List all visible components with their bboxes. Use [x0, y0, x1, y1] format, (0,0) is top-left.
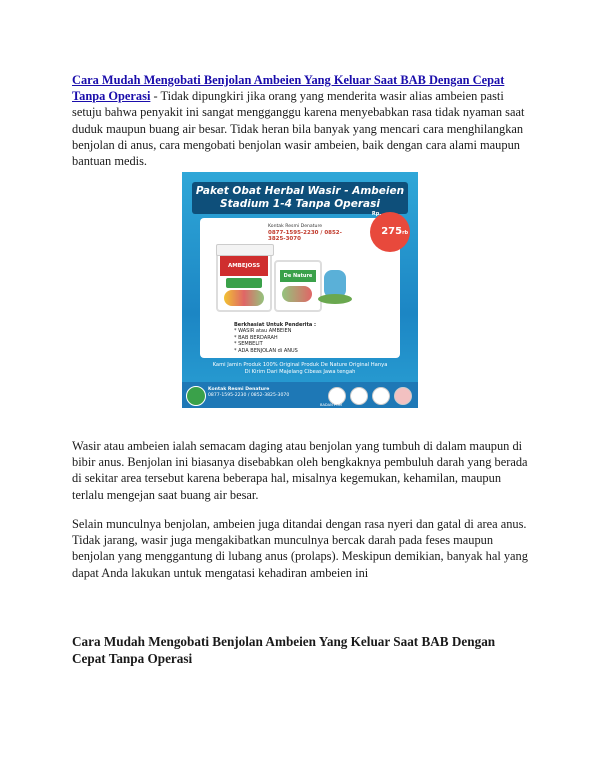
benefit-title: Berkhasiat Untuk Penderita :	[234, 322, 317, 328]
brand-logo-icon	[394, 387, 412, 405]
bpom-label: BADAN POM	[320, 403, 343, 407]
benefit-item: * WASIR atau AMBEIEN	[234, 328, 292, 335]
price-suffix: rb	[402, 230, 409, 236]
footer-contact	[208, 387, 312, 399]
banner-title	[192, 182, 408, 214]
jar-sub-label	[226, 278, 262, 288]
benefit-item: * SEMBELIT	[234, 341, 263, 348]
jar-lid	[216, 244, 274, 256]
body-paragraph: Wasir atau ambeien ialah semacam daging atau benjolan yang tumbuh di dalam maupun di bibir anus. Benjolan ini biasanya disebabkan oleh bengkaknya pembuluh darah yang berada di sekitar area tersebut karena beberapa hal, misalnya kegemukan, kehamilan, maupun terlalu mengejan saat buang air besar.	[72, 439, 528, 502]
intro-text: - Tidak dipungkiri jika orang yang menderita wasir alias ambeien pasti setuju bahwa penyakit ini sangat mengganggu karena menyebabkan rasa tidak nyaman saat duduk maupun buang air besar. Tidak heran bila banyak yang mencari cara menghilangkan benjolan di anus, cara mengobati benjolan wasir ambeien, baik dengan cara alami maupun bantuan medis.	[72, 89, 525, 169]
banner-contact	[268, 224, 348, 242]
guarantee-line2: Di Kirim Dari Majelang Cibeas Jawa tengah	[244, 369, 356, 375]
jar2-label: De Nature	[280, 270, 316, 282]
banner-title-line2: Stadium 1-4 Tanpa Operasi	[220, 198, 380, 210]
jar-fruit-graphic	[224, 290, 264, 306]
intro-paragraph	[72, 72, 532, 169]
benefit-item: * ADA BENJOLAN di ANUS	[234, 347, 298, 354]
jar2-fruit-graphic	[282, 286, 312, 302]
product-jar2-image	[274, 260, 322, 312]
benefit-item: * BAB BERDARAH	[234, 334, 278, 341]
banner-footer	[182, 382, 418, 408]
halal-logo-icon	[186, 386, 206, 406]
price-badge	[370, 212, 410, 252]
halal-cert-icon	[372, 387, 390, 405]
price-prefix: Rp.	[371, 211, 382, 217]
banner-title-line1: Paket Obat Herbal Wasir - Ambeien	[195, 185, 405, 197]
benefit-list	[234, 322, 364, 354]
section-heading: Cara Mudah Mengobati Benjolan Ambeien Yang Keluar Saat BAB Dengan Cepat Tanpa Operasi	[72, 634, 496, 666]
leaf-graphic	[318, 294, 352, 304]
price-value: 275	[381, 226, 403, 237]
footer-contact-title: Kontak Resmi Denature	[208, 387, 270, 392]
footer-contact-phone: 0877-1595-2230 / 0852-3825-3070	[208, 393, 290, 398]
guarantee-line1: Kami Jamin Produk 100% Original Produk De Nature Original Hanya	[212, 362, 388, 368]
jar-label: AMBEJOSS	[220, 256, 268, 276]
iso-logo-icon	[350, 387, 368, 405]
contact-phone: 0877-1595-2230 / 0852-3825-3070	[268, 230, 342, 242]
guarantee-text	[196, 362, 404, 376]
product-banner-image	[182, 172, 418, 408]
body-paragraph: Selain munculnya benjolan, ambeien juga ditandai dengan rasa nyeri dan gatal di area anus. Tidak jarang, wasir juga mengakibatkan munculnya bercak darah pada feses maupun benjolan yang menggantung di lubang anus (prolaps). Meskipun demikian, banyak hal yang dapat Anda lakukan untuk mengatasi kehadiran ambeien ini	[72, 517, 528, 580]
product-jar-image	[216, 250, 272, 312]
contact-title: Kontak Resmi Denature	[268, 224, 323, 229]
title-link[interactable]: Cara Mudah Mengobati Benjolan Ambeien Yang Keluar Saat BAB Dengan Cepat Tanpa Operasi	[72, 73, 505, 104]
